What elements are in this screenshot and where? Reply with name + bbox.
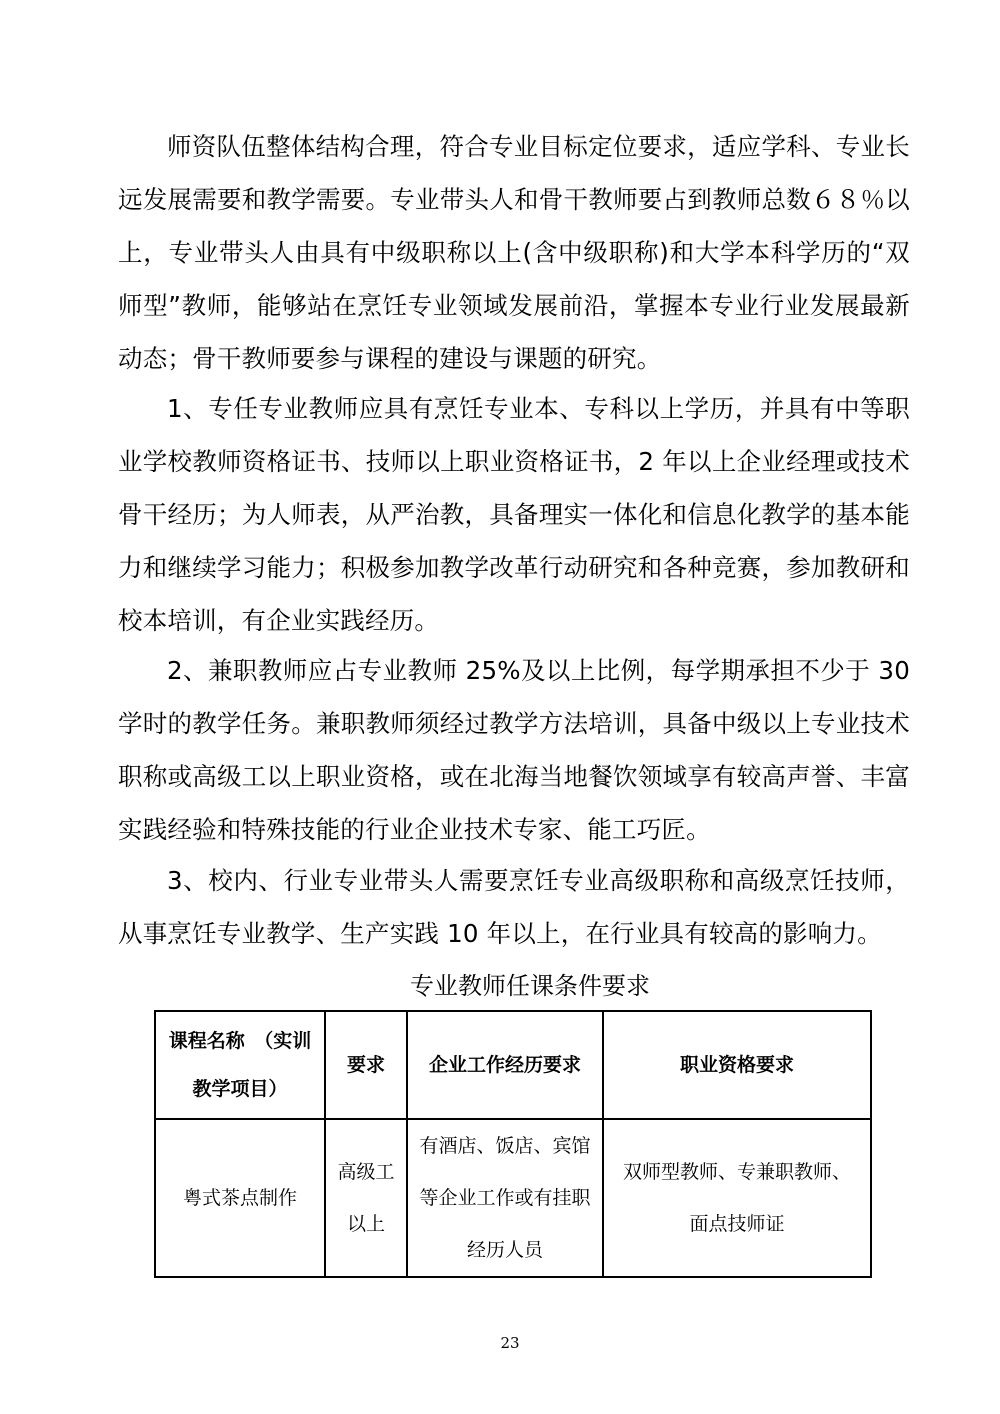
page-number: 23	[500, 1334, 520, 1352]
table-header-row	[155, 1011, 871, 1119]
header-qualification: 职业资格要求	[603, 1011, 871, 1119]
paragraph-fulltime-teachers: 1、专任专业教师应具有烹饪专业本、专科以上学历，并具有中等职业学校教师资格证书、技师以上职业资格证书，2 年以上企业经理或技术骨干经历；为人师表，从严治教，具备理实一体化和信息化教学的基本能力和继续学习能力；积极参加教学改革行动研究和各种竞赛，参加教研和校本培训，有企业实践经历。	[118, 394, 910, 635]
cell-course-name: 粤式茶点制作	[155, 1119, 325, 1277]
paragraph-parttime-teachers: 2、兼职教师应占专业教师 25%及以上比例，每学期承担不少于 30 学时的教学任务。兼职教师须经过教学方法培训，具备中级以上专业技术职称或高级工以上职业资格，或在北海当地餐饮领域享有较高声誉、丰富实践经验和特殊技能的行业企业技术专家、能工巧匠。	[118, 656, 910, 844]
header-work-experience: 企业工作经历要求	[407, 1011, 603, 1119]
paragraph-faculty-structure: 师资队伍整体结构合理，符合专业目标定位要求，适应学科、专业长远发展需要和教学需要。专业带头人和骨干教师要占到教师总数６８％以上，专业带头人由具有中级职称以上(含中级职称)和大学本科学历的“双师型”教师，能够站在烹饪专业领域发展前沿，掌握本专业行业发展最新动态；骨干教师要参与课程的建设与课题的研究。	[118, 132, 910, 373]
cell-qualification: 双师型教师、专兼职教师、面点技师证	[603, 1119, 871, 1277]
cell-requirement: 高级工以上	[325, 1119, 407, 1277]
table-caption: 专业教师任课条件要求	[410, 972, 650, 1000]
header-course-name: 课程名称 （实训教学项目）	[155, 1011, 325, 1119]
paragraph-program-leaders: 3、校内、行业专业带头人需要烹饪专业高级职称和高级烹饪技师，从事烹饪专业教学、生产实践 10 年以上，在行业具有较高的影响力。	[118, 866, 910, 948]
cell-work-experience: 有酒店、饭店、宾馆等企业工作或有挂职经历人员	[407, 1119, 603, 1277]
header-requirement: 要求	[325, 1011, 407, 1119]
teacher-requirements-table	[154, 1010, 872, 1278]
table-row	[155, 1119, 871, 1277]
